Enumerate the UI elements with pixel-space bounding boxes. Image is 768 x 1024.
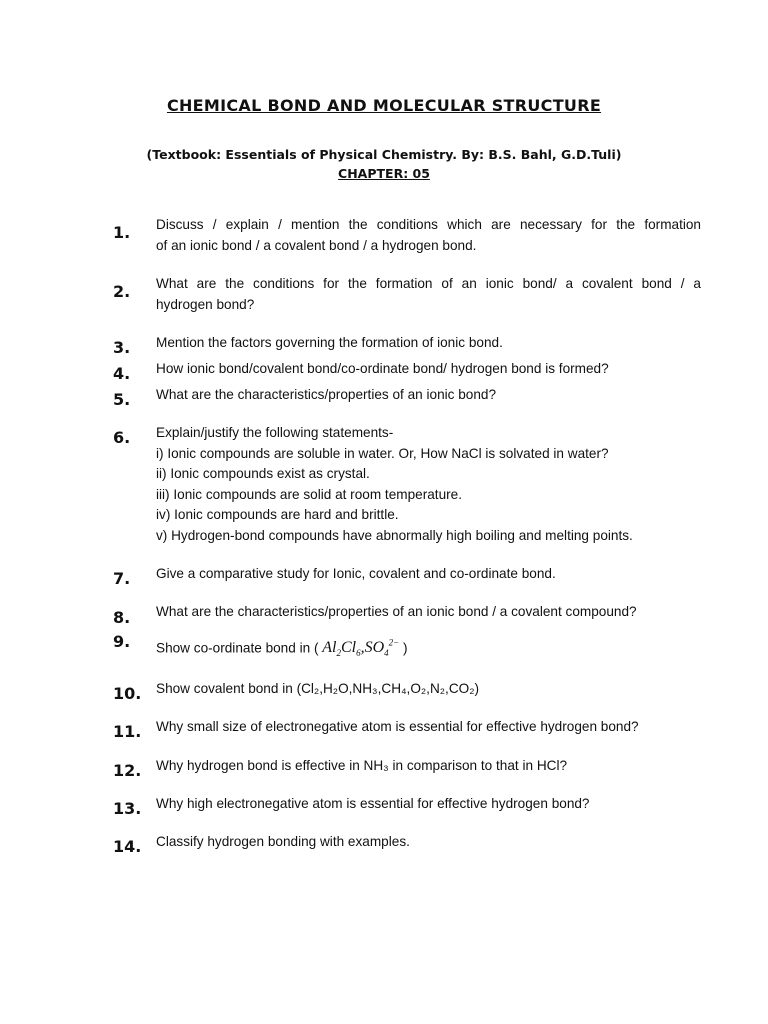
question-line: Why hydrogen bond is effective in NH₃ in comparison to that in HCl? [156, 758, 568, 773]
question-number: 13. [113, 799, 142, 818]
question-number: 8. [113, 608, 131, 627]
formula-al-subscript: 2 [336, 648, 341, 659]
document-title: CHEMICAL BOND AND MOLECULAR STRUCTURE [166, 96, 602, 115]
question-number: 1. [113, 223, 131, 242]
question-line: Give a comparative study for Ionic, covalent and co-ordinate bond. [156, 566, 556, 581]
question-number: 7. [113, 569, 131, 588]
question-line: Mention the factors governing the formation of ionic bond. [156, 335, 503, 350]
question-number: 4. [113, 364, 131, 383]
formula-so: SO [364, 639, 385, 657]
question-number: 6. [113, 428, 131, 447]
question-text [156, 756, 701, 777]
question-line: What are the conditions for the formation of an ionic bond/ a covalent bond / a [156, 276, 701, 291]
question-text [156, 215, 701, 256]
formula-so-subscript: 4 [384, 648, 389, 659]
chemical-formula [322, 638, 400, 659]
question-line: Discuss / explain / mention the conditions which are necessary for the formation [156, 217, 701, 232]
question-text [156, 423, 701, 546]
question-line: ii) Ionic compounds exist as crystal. [156, 466, 370, 481]
question-text [156, 385, 701, 406]
question-text [156, 359, 701, 380]
question-line: v) Hydrogen-bond compounds have abnormally high boiling and melting points. [156, 527, 633, 543]
question-number: 10. [113, 684, 142, 703]
formula-cl: Cl [340, 639, 357, 657]
formula-cl-subscript: 6 [356, 648, 361, 659]
textbook-reference: (Textbook: Essentials of Physical Chemistry. By: B.S. Bahl, G.D.Tuli) [146, 147, 622, 162]
question-text [156, 274, 701, 315]
question-number: 5. [113, 390, 131, 409]
question-text [156, 832, 701, 853]
question-line: What are the characteristics/properties of an ionic bond? [156, 387, 497, 402]
formula-so-charge: 2− [388, 638, 400, 648]
question-text [156, 794, 701, 815]
question-line: How ionic bond/covalent bond/co-ordinate bond/ hydrogen bond is formed? [156, 361, 609, 376]
question-text [156, 602, 701, 623]
question-line: hydrogen bond? [156, 296, 255, 312]
question-line: Classify hydrogen bonding with examples. [156, 834, 410, 849]
question-line: Show covalent bond in (Cl₂,H₂O,NH₃,CH₄,O₂,N₂,CO₂) [156, 681, 480, 696]
question-suffix: ) [403, 640, 408, 656]
chapter-heading: CHAPTER: 05 [338, 166, 430, 181]
question-line: of an ionic bond / a covalent bond / a hydrogen bond. [156, 237, 477, 253]
question-text [156, 333, 701, 354]
question-line: i) Ionic compounds are soluble in water. Or, How NaCl is solvated in water? [156, 445, 609, 461]
question-line: iii) Ionic compounds are solid at room temperature. [156, 486, 462, 502]
question-number: 9. [113, 632, 131, 651]
question-line: iv) Ionic compounds are hard and brittle. [156, 507, 399, 522]
question-text [156, 679, 701, 700]
question-line: What are the characteristics/properties of an ionic bond / a covalent compound? [156, 604, 637, 619]
question-line: Why high electronegative atom is essential for effective hydrogen bond? [156, 796, 590, 811]
question-number: 3. [113, 338, 131, 357]
question-text [156, 633, 701, 664]
question-prefix: Show co-ordinate bond in ( [156, 640, 319, 656]
question-number: 12. [113, 761, 142, 780]
question-number: 2. [113, 282, 131, 301]
question-number: 14. [113, 837, 142, 856]
question-text [156, 717, 701, 738]
question-line: Explain/justify the following statements- [156, 425, 394, 440]
formula-separator: , [360, 639, 365, 657]
question-number: 11. [113, 722, 142, 741]
question-text [156, 564, 701, 585]
question-line: Why small size of electronegative atom is essential for effective hydrogen bond? [156, 719, 639, 734]
formula-al: Al [322, 639, 337, 657]
